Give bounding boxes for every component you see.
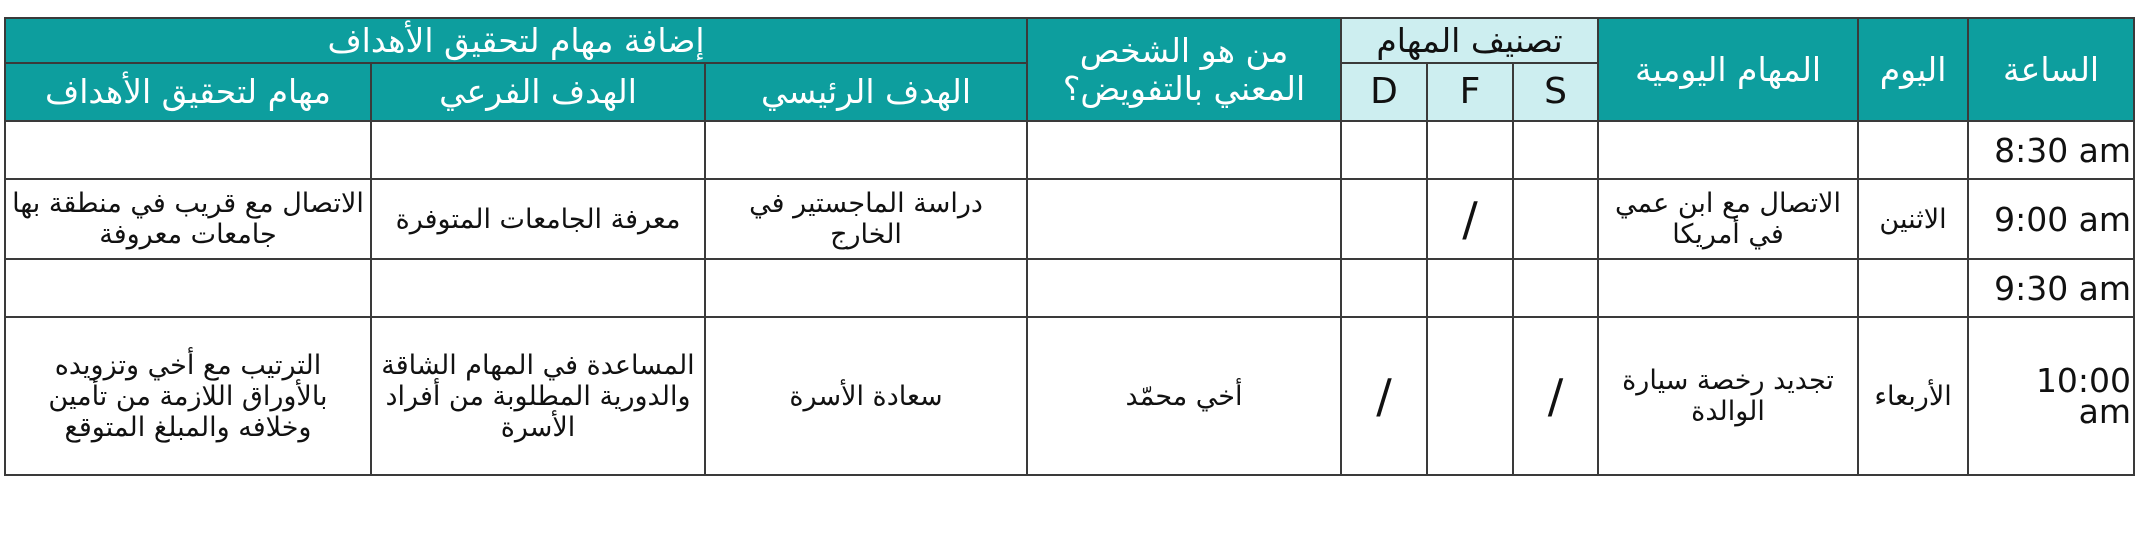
- cell-time: 8:30 am: [1968, 121, 2134, 179]
- cell-class-s: /: [1513, 317, 1598, 475]
- header-daily-tasks: المهام اليومية: [1598, 18, 1858, 121]
- cell-time: 9:30 am: [1968, 259, 2134, 317]
- header-task-classification: تصنيف المهام: [1341, 18, 1598, 63]
- cell-main-goal: [705, 259, 1027, 317]
- cell-class-f: [1427, 259, 1513, 317]
- cell-main-goal: دراسة الماجستير في الخارج: [705, 179, 1027, 259]
- cell-class-f: /: [1427, 179, 1513, 259]
- cell-delegate: [1027, 259, 1341, 317]
- cell-class-f: [1427, 317, 1513, 475]
- goals-tasks-table: [4, 17, 2135, 476]
- cell-delegate: [1027, 121, 1341, 179]
- cell-class-d: /: [1341, 317, 1427, 475]
- cell-tasks: الترتيب مع أخي وتزويده بالأوراق اللازمة من تأمين وخلافه والمبلغ المتوقع: [5, 317, 371, 475]
- cell-daily-task: الاتصال مع ابن عمي في أمريكا: [1598, 179, 1858, 259]
- header-class-s: S: [1513, 63, 1598, 121]
- cell-day: الأربعاء: [1858, 317, 1968, 475]
- header-class-f: F: [1427, 63, 1513, 121]
- table-row: [5, 259, 2134, 317]
- cell-main-goal: [705, 121, 1027, 179]
- cell-sub-goal: [371, 121, 705, 179]
- cell-sub-goal: [371, 259, 705, 317]
- cell-class-d: [1341, 121, 1427, 179]
- cell-delegate: أخي محمّد: [1027, 317, 1341, 475]
- cell-main-goal: سعادة الأسرة: [705, 317, 1027, 475]
- header-sub-goal: الهدف الفرعي: [371, 63, 705, 121]
- cell-time: 10:00 am: [1968, 317, 2134, 475]
- cell-day: الاثنين: [1858, 179, 1968, 259]
- cell-day: [1858, 121, 1968, 179]
- cell-class-s: [1513, 179, 1598, 259]
- header-tasks-for-goals: مهام لتحقيق الأهداف: [5, 63, 371, 121]
- table-row: [5, 179, 2134, 259]
- cell-tasks: الاتصال مع قريب في منطقة بها جامعات معروفة: [5, 179, 371, 259]
- cell-sub-goal: المساعدة في المهام الشاقة والدورية المطلوبة من أفراد الأسرة: [371, 317, 705, 475]
- header-row-1: [5, 18, 2134, 63]
- cell-class-d: [1341, 259, 1427, 317]
- cell-daily-task: [1598, 259, 1858, 317]
- cell-tasks: [5, 121, 371, 179]
- cell-class-f: [1427, 121, 1513, 179]
- table-row: [5, 121, 2134, 179]
- header-day: اليوم: [1858, 18, 1968, 121]
- cell-day: [1858, 259, 1968, 317]
- header-time: الساعة: [1968, 18, 2134, 121]
- cell-daily-task: [1598, 121, 1858, 179]
- cell-class-s: [1513, 259, 1598, 317]
- cell-class-s: [1513, 121, 1598, 179]
- cell-tasks: [5, 259, 371, 317]
- header-class-d: D: [1341, 63, 1427, 121]
- cell-sub-goal: معرفة الجامعات المتوفرة: [371, 179, 705, 259]
- cell-time: 9:00 am: [1968, 179, 2134, 259]
- cell-delegate: [1027, 179, 1341, 259]
- table-row: [5, 317, 2134, 475]
- header-goal-tasks-group: إضافة مهام لتحقيق الأهداف: [5, 18, 1027, 63]
- cell-daily-task: تجديد رخصة سيارة الوالدة: [1598, 317, 1858, 475]
- header-delegate: من هو الشخص المعني بالتفويض؟: [1027, 18, 1341, 121]
- header-main-goal: الهدف الرئيسي: [705, 63, 1027, 121]
- cell-class-d: [1341, 179, 1427, 259]
